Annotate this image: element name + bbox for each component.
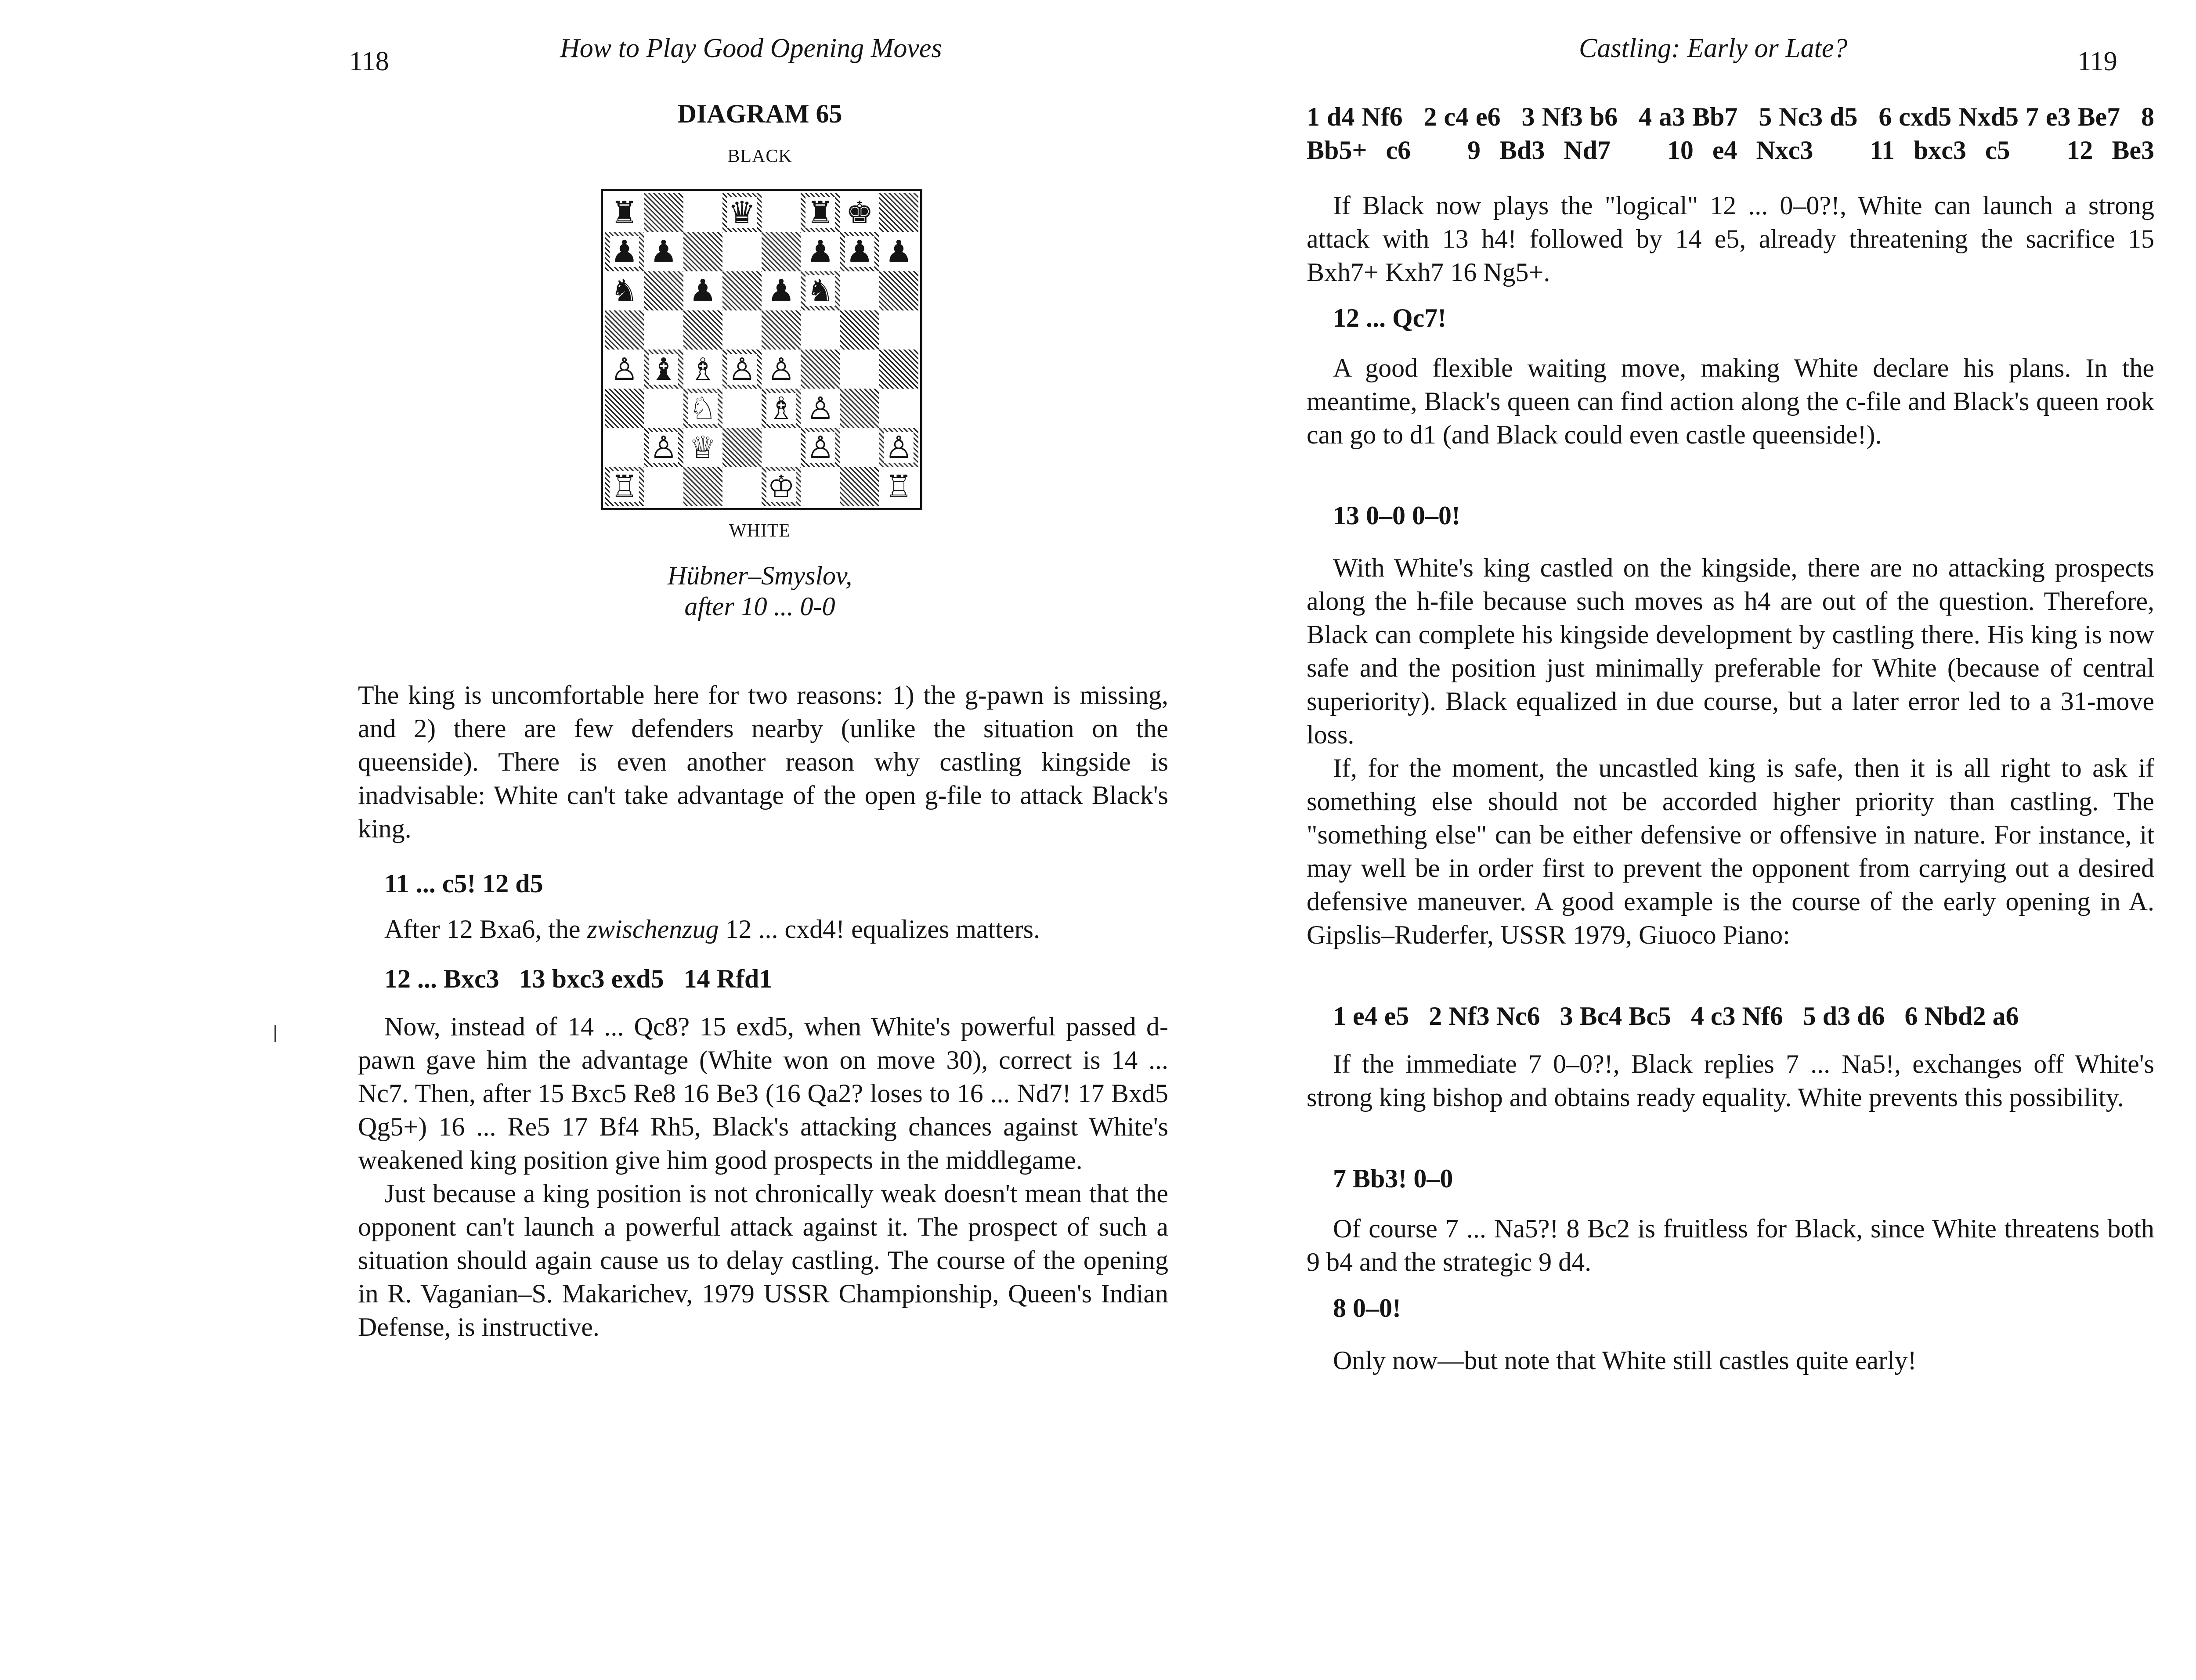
square-h8 (879, 193, 918, 232)
paragraph (358, 678, 1168, 845)
chess-piece-icon: ♙ (610, 351, 638, 387)
page-number: 119 (2077, 47, 2117, 76)
chess-piece-icon: ♟ (885, 233, 913, 270)
chess-piece-icon: ♟ (689, 273, 717, 309)
square-h3 (879, 389, 918, 428)
chess-piece-icon: ♝ (650, 351, 678, 387)
square-c1 (683, 467, 722, 506)
right-page (1186, 0, 2196, 1680)
square-c4 (683, 350, 722, 389)
square-a8 (605, 193, 644, 232)
paragraph-text: With White's king castled on the kingside, there are no attacking prospects along the h-file because such moves as h4 are out of the question. Therefore, Black can complete his kingside development by castling there. His king is now safe and the position just minimally preferable for White (because of central superiority). Black equalized in due course, but a later error led to a 31-move loss. (1307, 553, 2154, 749)
square-c2 (683, 428, 722, 467)
paragraph (358, 1010, 1168, 1344)
chess-board (605, 193, 918, 506)
square-f5 (801, 310, 840, 350)
move-line: 13 0–0 0–0! (1333, 501, 1460, 530)
chess-piece-icon: ♖ (610, 469, 638, 505)
square-d6 (722, 271, 762, 310)
square-c6 (683, 271, 722, 310)
chess-piece-icon: ♙ (650, 429, 678, 466)
diagram-top-label: BLACK (727, 146, 792, 166)
chess-piece-icon: ♟ (806, 233, 834, 270)
square-c7 (683, 232, 722, 271)
italic-term: zwischenzug (587, 915, 719, 944)
square-c8 (683, 193, 722, 232)
square-f3 (801, 389, 840, 428)
square-h5 (879, 310, 918, 350)
margin-mark (274, 1025, 276, 1042)
square-d7 (722, 232, 762, 271)
paragraph-text: If the immediate 7 0–0?!, Black replies 7 ... Na5!, exchanges off White's strong king bishop and obtains ready equality. White prevents this possibility. (1307, 1049, 2154, 1112)
square-a5 (605, 310, 644, 350)
square-b1 (644, 467, 683, 506)
square-f8 (801, 193, 840, 232)
chess-piece-icon: ♗ (689, 351, 717, 387)
chess-piece-icon: ♟ (767, 273, 795, 309)
paragraph (1307, 1047, 2154, 1114)
move-line: 12 ... Bxc3 13 bxc3 exd5 14 Rfd1 (384, 964, 773, 993)
paragraph-text: The king is uncomfortable here for two reasons: 1) the g-pawn is missing, and 2) there are few defenders nearby (unlike the situation on the queenside). There is even another reason why castling kingside is inadvisable: White can't take advantage of the open g-file to attack Black's king. (358, 681, 1168, 843)
square-g1 (840, 467, 879, 506)
chess-piece-icon: ♙ (728, 351, 756, 387)
chess-piece-icon: ♟ (610, 233, 638, 270)
square-h4 (879, 350, 918, 389)
square-e6 (762, 271, 801, 310)
chess-piece-icon: ♜ (610, 194, 638, 231)
diagram-caption-line1: Hübner–Smyslov, (667, 561, 852, 590)
paragraph-text: Of course 7 ... Na5?! 8 Bc2 is fruitless for Black, since White threatens both 9 b4 and the strategic 9 d4. (1307, 1214, 2154, 1276)
move-sequence: 1 d4 Nf6 2 c4 e6 3 Nf3 b6 4 a3 Bb7 5 Nc3 d5 6 cxd5 Nxd5 7 e3 Be7 8 Bb5+ c6 9 Bd3 Nd7 10 e4 Nxc3 11 bxc3 c5 12 Be3 (1307, 102, 2161, 165)
move-line: 11 ... c5! 12 d5 (384, 869, 543, 898)
square-e3 (762, 389, 801, 428)
square-e5 (762, 310, 801, 350)
move-line: 12 ... Qc7! (1333, 303, 1447, 332)
running-head: Castling: Early or Late? (1579, 33, 1848, 63)
move-line: 7 Bb3! 0–0 (1333, 1164, 1453, 1193)
square-d5 (722, 310, 762, 350)
chess-piece-icon: ♞ (806, 273, 834, 309)
square-a4 (605, 350, 644, 389)
chess-diagram (601, 189, 922, 510)
square-g5 (840, 310, 879, 350)
square-a2 (605, 428, 644, 467)
square-d2 (722, 428, 762, 467)
square-b2 (644, 428, 683, 467)
square-d4 (722, 350, 762, 389)
square-b3 (644, 389, 683, 428)
square-b7 (644, 232, 683, 271)
square-f6 (801, 271, 840, 310)
chess-piece-icon: ♚ (845, 194, 874, 231)
square-a6 (605, 271, 644, 310)
chess-piece-icon: ♛ (728, 194, 756, 231)
square-b4 (644, 350, 683, 389)
paragraph-text: A good flexible waiting move, making White declare his plans. In the meantime, Black's queen can find action along the c-file and Black's queen rook can go to d1 (and Black could even castle queenside!). (1307, 353, 2154, 449)
diagram-title: DIAGRAM 65 (677, 99, 842, 128)
chess-piece-icon: ♙ (885, 429, 913, 466)
square-e8 (762, 193, 801, 232)
square-g6 (840, 271, 879, 310)
square-g7 (840, 232, 879, 271)
square-g8 (840, 193, 879, 232)
chess-piece-icon: ♜ (806, 194, 834, 231)
chess-piece-icon: ♙ (806, 390, 834, 426)
square-d3 (722, 389, 762, 428)
chess-piece-icon: ♔ (767, 469, 795, 505)
running-head: How to Play Good Opening Moves (560, 33, 942, 63)
chess-piece-icon: ♙ (767, 351, 795, 387)
chess-piece-icon: ♘ (689, 390, 717, 426)
chess-piece-icon: ♟ (650, 233, 678, 270)
square-f2 (801, 428, 840, 467)
paragraph (384, 912, 1168, 946)
paragraph (1307, 1344, 2154, 1377)
square-f1 (801, 467, 840, 506)
square-f7 (801, 232, 840, 271)
square-h2 (879, 428, 918, 467)
paragraph (1307, 351, 2154, 451)
square-h7 (879, 232, 918, 271)
chess-piece-icon: ♗ (767, 390, 795, 426)
square-h6 (879, 271, 918, 310)
square-e7 (762, 232, 801, 271)
chess-piece-icon: ♖ (885, 469, 913, 505)
square-e4 (762, 350, 801, 389)
square-h1 (879, 467, 918, 506)
square-c3 (683, 389, 722, 428)
square-g2 (840, 428, 879, 467)
square-b6 (644, 271, 683, 310)
move-line: 8 0–0! (1333, 1294, 1401, 1323)
square-g4 (840, 350, 879, 389)
paragraph (1307, 1212, 2154, 1279)
paragraph-text: 12 ... cxd4! equalizes matters. (719, 915, 1040, 944)
square-b5 (644, 310, 683, 350)
square-d1 (722, 467, 762, 506)
paragraph (1307, 551, 2154, 952)
chess-piece-icon: ♟ (845, 233, 874, 270)
square-a3 (605, 389, 644, 428)
square-a1 (605, 467, 644, 506)
square-e1 (762, 467, 801, 506)
paragraph-text: If Black now plays the "logical" 12 ... 0–0?!, White can launch a strong attack with 13 h4! followed by 14 e5, already threatening the sacrifice 15 Bxh7+ Kxh7 16 Ng5+. (1307, 191, 2154, 287)
square-f4 (801, 350, 840, 389)
paragraph-text: Only now—but note that White still castles quite early! (1333, 1346, 1917, 1375)
move-line: 1 e4 e5 2 Nf3 Nc6 3 Bc4 Bc5 4 c3 Nf6 5 d3 d6 6 Nbd2 a6 (1333, 1002, 2019, 1031)
diagram-caption-line2: after 10 ... 0-0 (684, 592, 835, 621)
paragraph-text: If, for the moment, the uncastled king is safe, then it is all right to ask if something else should not be accorded higher priority than castling. The "something else" can be either defensive or offensive in nature. For instance, it may well be in order first to prevent the opponent from carrying out a desired defensive maneuver. A good example is the course of the early opening in A. Gipslis–Ruderfer, USSR 1979, Giuoco Piano: (1307, 753, 2154, 949)
square-a7 (605, 232, 644, 271)
page-number: 118 (349, 47, 389, 76)
square-e2 (762, 428, 801, 467)
square-g3 (840, 389, 879, 428)
paragraph (1307, 189, 2154, 289)
chess-piece-icon: ♕ (689, 429, 717, 466)
square-c5 (683, 310, 722, 350)
square-b8 (644, 193, 683, 232)
paragraph-text: After 12 Bxa6, the (384, 915, 587, 944)
paragraph-text: Just because a king position is not chronically weak doesn't mean that the opponent can't launch a powerful attack against it. The prospect of such a situation should again cause us to delay castling. The course of the opening in R. Vaganian–S. Makarichev, 1979 USSR Championship, Queen's Indian Defense, is instructive. (358, 1179, 1168, 1341)
diagram-bottom-label: WHITE (729, 521, 791, 541)
square-d8 (722, 193, 762, 232)
paragraph-text: Now, instead of 14 ... Qc8? 15 exd5, when White's powerful passed d-pawn gave him the advantage (White won on move 30), correct is 14 ... Nc7. Then, after 15 Bxc5 Re8 16 Be3 (16 Qa2? loses to 16 ... Nd7! 17 Bxd5 Qg5+) 16 ... Re5 17 Bf4 Rh5, Black's attacking chances against White's weakened king position give him good prospects in the middlegame. (358, 1012, 1168, 1175)
chess-piece-icon: ♙ (806, 429, 834, 466)
chess-piece-icon: ♞ (610, 273, 638, 309)
